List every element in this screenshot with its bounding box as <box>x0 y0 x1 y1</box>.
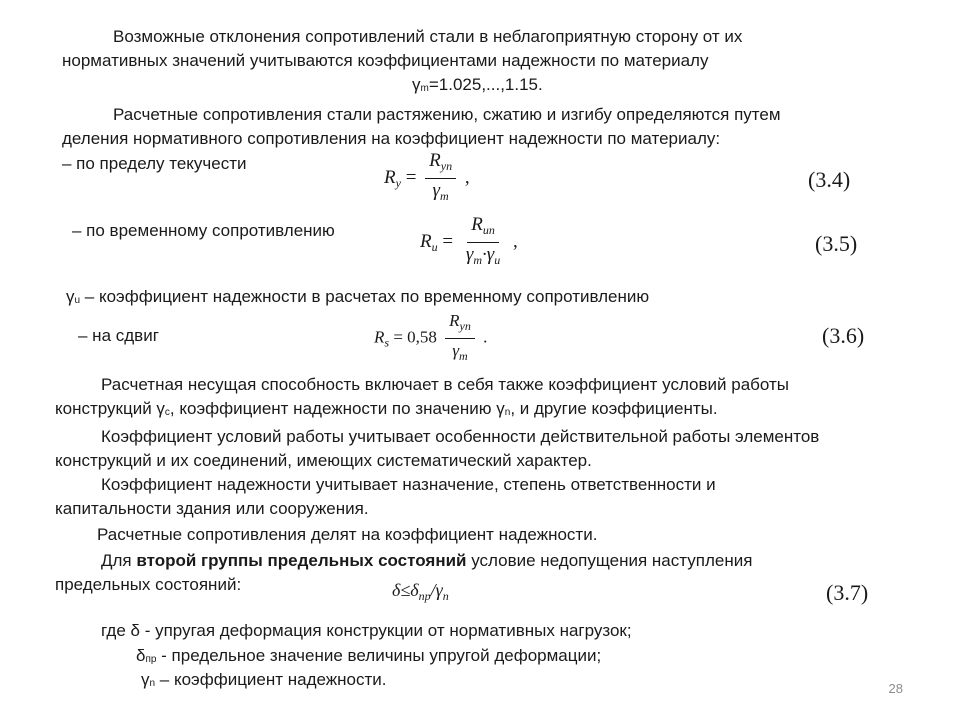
text-line: Для второй группы предельных состояний условие недопущения наступления <box>101 551 753 570</box>
text-line: Расчетные сопротивления делят на коэффициент надежности. <box>97 525 598 544</box>
formula-3-7: $\delta\le\delta_{пр}/\gamma_n$ <box>392 580 449 603</box>
list-item: – по пределу текучести <box>62 154 247 173</box>
subscript: m <box>420 83 429 94</box>
text-line <box>412 74 543 100</box>
formula-3-6: $R_s = 0,58$ $\frac{R_{yn}}{\gamma_m}$ . <box>374 310 487 367</box>
text-line: Возможные отклонения сопротивлений стали в неблагоприятную сторону от их <box>113 27 743 46</box>
page-number: 28 <box>888 681 903 696</box>
equation-number: (3.6) <box>822 323 865 348</box>
subscript: u <box>74 295 81 306</box>
equation-number: (3.5) <box>815 231 858 256</box>
text-line: Коэффициент условий работы учитывает особенности действительной работы элементов <box>101 427 820 446</box>
text-line: капитальности здания или сооружения. <box>55 499 369 518</box>
text-line: нормативных значений учитываются коэффициентами надежности по материалу <box>62 51 709 70</box>
definition-text: – коэффициент надежности в расчетах по временному сопротивлению <box>80 287 650 306</box>
gamma-symbol: γ <box>412 75 421 94</box>
text-line: Коэффициент надежности учитывает назначение, степень ответственности и <box>101 475 716 494</box>
formula-3-5: $R_u$ = $\frac{R_{un}}{\gamma_m\cdot\gamma_u}$ , <box>420 214 518 271</box>
text-line: Расчетная несущая способность включает в себя также коэффициент условий работы <box>101 375 789 394</box>
fraction: $\frac{R_{yn}}{\gamma_m}$ <box>425 150 456 207</box>
text-line: деления нормативного сопротивления на коэффициент надежности по материалу: <box>62 129 721 148</box>
fraction: $\frac{R_{yn}}{\gamma_m}$ <box>445 310 475 367</box>
list-item: – на сдвиг <box>78 326 159 345</box>
text-line <box>66 286 649 312</box>
text-line: конструкций γc, коэффициент надежности по значению γn, и другие коэффициенты. <box>55 399 718 418</box>
gamma-values: =1.025,...,1.15. <box>428 75 543 94</box>
gamma-symbol: γ <box>66 287 75 306</box>
text-line: предельных состояний: <box>55 575 242 594</box>
equation-number: (3.7) <box>826 580 869 605</box>
text-line: γn – коэффициент надежности. <box>141 670 387 689</box>
bold-term: второй группы предельных состояний <box>136 551 467 570</box>
text-line: конструкций и их соединений, имеющих систематический характер. <box>55 451 592 470</box>
formula-3-4: $R_y$ = $\frac{R_{yn}}{\gamma_m}$ , <box>384 150 470 207</box>
fraction: $\frac{R_{un}}{\gamma_m\cdot\gamma_u}$ <box>465 214 501 267</box>
text-line: где δ - упругая деформация конструкции от нормативных нагрузок; <box>101 621 632 640</box>
equation-number: (3.4) <box>808 167 851 192</box>
text-line: δпр - предельное значение величины упругой деформации; <box>136 646 602 665</box>
text-line: Расчетные сопротивления стали растяжению, сжатию и изгибу определяются путем <box>113 105 781 124</box>
list-item: – по временному сопротивлению <box>72 221 335 240</box>
